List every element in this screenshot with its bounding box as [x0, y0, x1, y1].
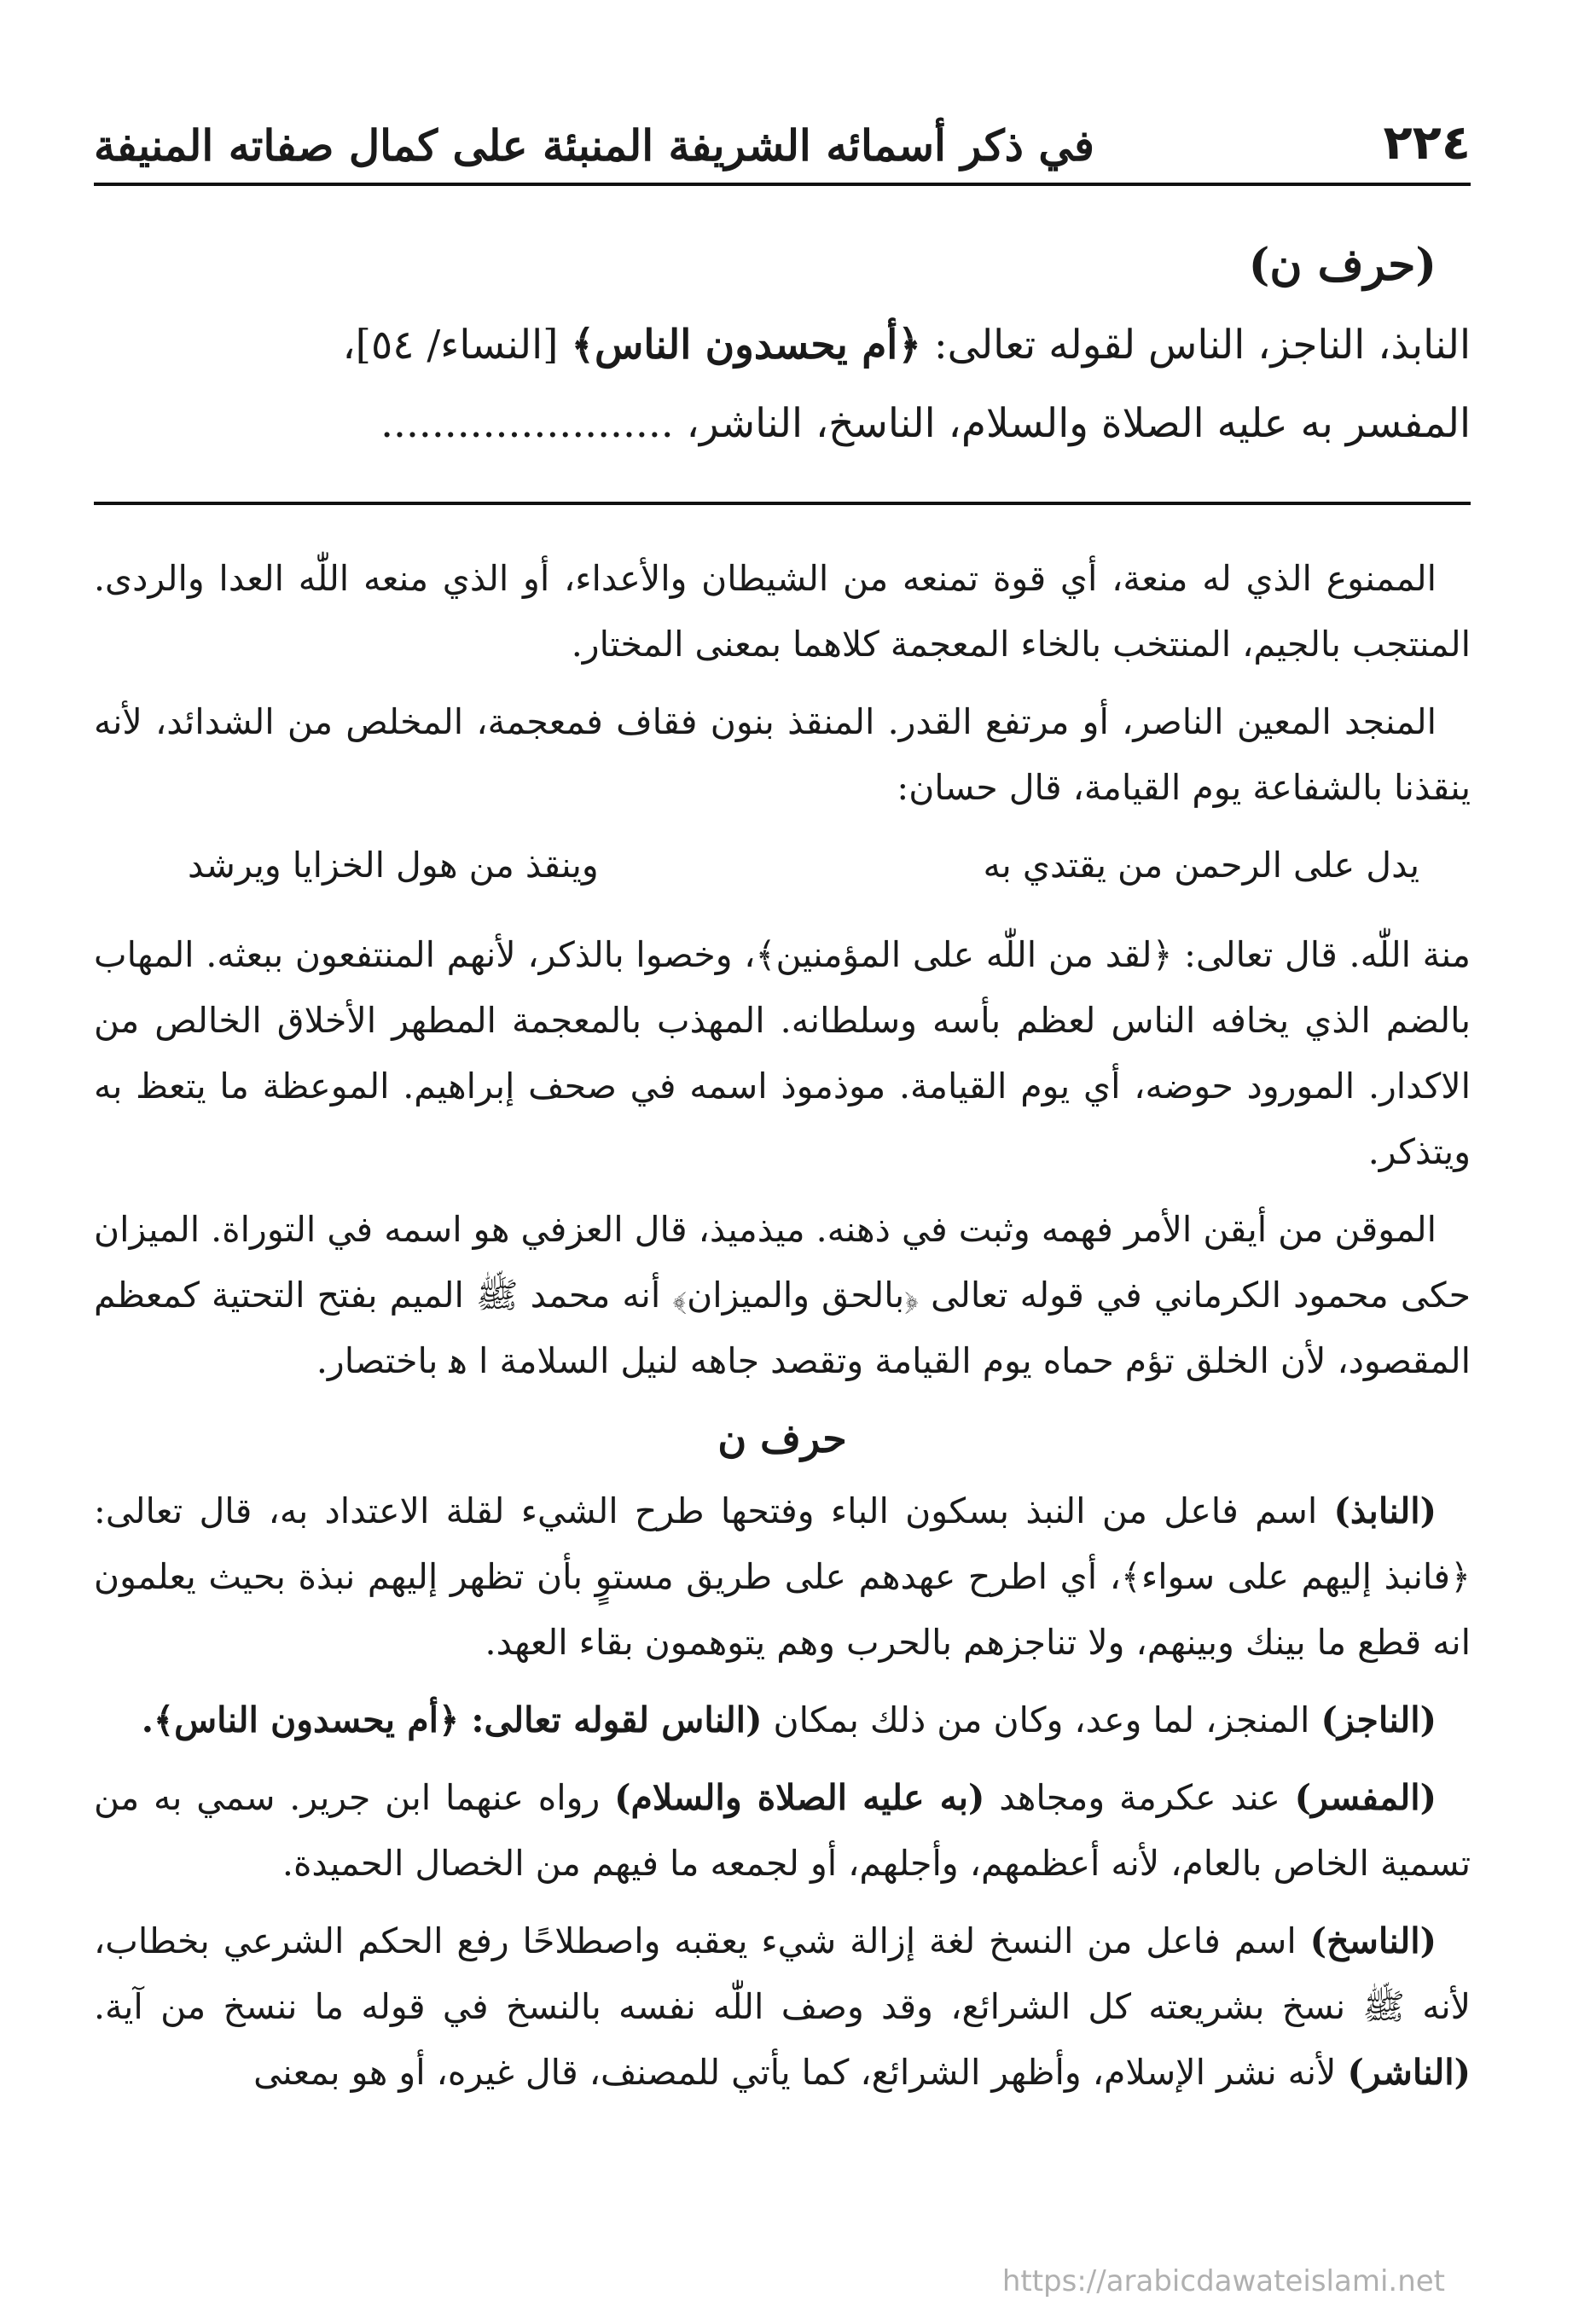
matn-line-2: المفسر به عليه الصلاة والسلام، الناسخ، الناشر، .......................: [380, 400, 1471, 447]
term-text: عند عكرمة ومجاهد: [984, 1777, 1295, 1818]
commentary: [94, 546, 1471, 2118]
term-text: اسم فاعل من النبذ بسكون الباء وفتحها طرح الشيء لقلة الاعتداد به، قال تعالى: ﴿فانبذ إليهم على سواء﴾، أي اطرح عهدهم على طريق مستوٍ بأن تظهر إليهم نبذة بحيث يعلمون انه قطع ما بينك وبينهم، ولا تناجزهم بالحرب وهم يتوهمون بقاء العهد.: [94, 1490, 1471, 1663]
term-nashir: (الناشر): [1347, 2052, 1471, 2093]
poem-hemistich-2: وينقذ من هول الخزايا ويرشد: [188, 845, 599, 886]
commentary-paragraph: [94, 1479, 1471, 1676]
term-text: المنجز، لما وعد، وكان من ذلك بمكان: [762, 1699, 1321, 1740]
page-header: [94, 94, 1471, 186]
term-mufassar: (المفسر): [1294, 1777, 1437, 1818]
harf-heading: حرف ن: [717, 1415, 847, 1461]
verse-reference: [النساء/ ٥٤]،: [342, 322, 572, 369]
term-text: اسم فاعل من النسخ لغة إزالة شيء يعقبه واصطلاحًا رفع الحكم الشرعي بخطاب، لأنه ﷺ نسخ بشريعته كل الشرائع، وقد وصف اللّٰه نفسه بالنسخ في قوله ما ننسخ من آية.: [94, 1920, 1471, 2027]
section-title: (حرف ن): [1248, 239, 1437, 291]
commentary-paragraph: منة اللّٰه. قال تعالى: ﴿لقد من اللّٰه على المؤمنين﴾، وخصوا بالذكر، لأنهم المنتفعون ببعثه. المهاب بالضم الذي يخافه الناس لعظم بأسه وسلطانه. المهذب بالمعجمة المطهر الأخلاق الخالص من الاكدار. المورود حوضه، أي يوم القيامة. موذموذ اسمه في صحف إبراهيم. الموعظة ما يتعظ به ويتذكر.: [94, 934, 1471, 1172]
commentary-paragraph: [94, 1765, 1471, 1897]
watermark-url: https://arabicdawateislami.net: [1001, 2264, 1445, 2298]
term-nasikh: (الناسخ): [1309, 1920, 1437, 1961]
term-quote: (الناس لقوله تعالى: ﴿أم يحسدون الناس﴾.: [141, 1699, 763, 1740]
matn-line-1: [94, 306, 1471, 385]
matn-text: [94, 239, 1471, 463]
divider-rule: [94, 502, 1471, 505]
quran-verse: ﴿أم يحسدون الناس﴾: [571, 322, 921, 369]
term-najiz: (الناجز): [1321, 1699, 1437, 1740]
page-number: ٢٢٤: [1383, 115, 1471, 171]
poem-verse: [94, 833, 1471, 898]
term-text: لأنه نشر الإسلام، وأظهر الشرائع، كما يأتي للمصنف، قال غيره، أو هو بمعنى: [253, 2052, 1348, 2093]
term-text: رواه عنهما ابن جرير. سمي به من تسمية الخاص بالعام، لأنه أعظمهم، وأجلهم، أو لجمعه ما فيهم من الخصال الحميدة.: [94, 1777, 1471, 1884]
commentary-paragraph: الموقن من أيقن الأمر فهمه وثبت في ذهنه. ميذميذ، قال العزفي هو اسمه في التوراة. الميزان حكى محمود الكرماني في قوله تعالى ﴿بالحق والميزان﴾ أنه محمد ﷺ الميم بفتح التحتية كمعظم المقصود، لأن الخلق تؤم حماه يوم القيامة وتقصد جاهه لنيل السلامة ا ﻫ باختصار.: [94, 1209, 1471, 1381]
matn-line-1-start: النابذ، الناجز، الناس لقوله تعالى:: [920, 322, 1471, 369]
commentary-paragraph: [94, 1909, 1471, 2106]
commentary-paragraph: الممنوع الذي له منعة، أي قوة تمنعه من الشيطان والأعداء، أو الذي منعه اللّٰه العدا والردى. المنتجب بالجيم، المنتخب بالخاء المعجمة كلاهما بمعنى المختار.: [94, 558, 1471, 665]
commentary-paragraph: المنجد المعين الناصر، أو مرتفع القدر. المنقذ بنون فقاف فمعجمة، المخلص من الشدائد، لأنه ينقذنا بالشفاعة يوم القيامة، قال حسان:: [94, 701, 1471, 808]
term-nabidh: (النابذ): [1333, 1490, 1437, 1531]
term-quote: (به عليه الصلاة والسلام): [614, 1777, 985, 1818]
commentary-paragraph: [94, 1688, 1471, 1753]
running-title: في ذكر أسمائه الشريفة المنبئة على كمال صفاته المنيفة: [94, 120, 1094, 171]
poem-hemistich-1: يدل على الرحمن من يقتدي به: [983, 845, 1419, 886]
